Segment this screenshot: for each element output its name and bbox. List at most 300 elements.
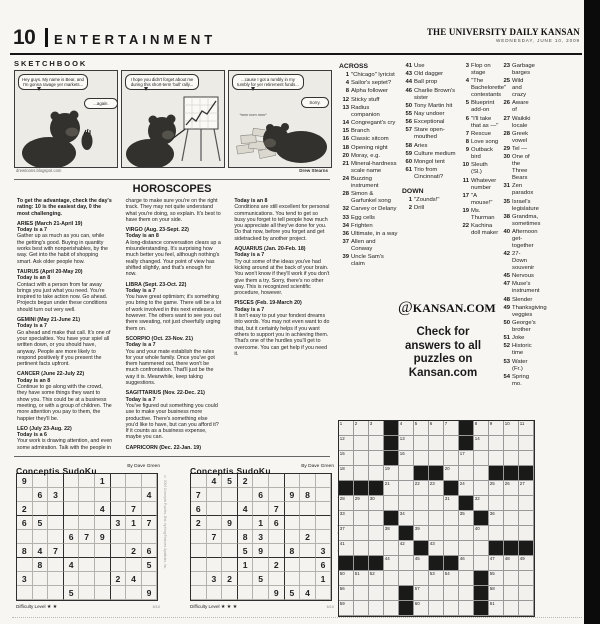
horoscope-text: It isn't easy to put your fondest dreams into words. You may not even want to do that, but it certainly helps if you want others to support you in achieving them. That's one of the hurdles you'll get to overcome. You can get help if you need it. — [234, 313, 330, 357]
sudoku-cell — [316, 530, 332, 544]
clue-text: Old dagger — [414, 71, 444, 78]
crossword-cell-number: 29 — [354, 496, 360, 502]
crossword-cell — [474, 421, 489, 436]
horoscope-rating: Today is a 7 — [17, 227, 47, 234]
clue-number: 21 — [342, 160, 349, 167]
crossword-cell — [444, 436, 459, 451]
crossword-black-cell — [384, 511, 399, 526]
crossword-clue — [402, 71, 459, 78]
sudoku-cell: 9 — [95, 530, 111, 544]
clue-number: 44 — [405, 79, 412, 86]
crossword-cell — [354, 571, 369, 586]
sudoku-cell: 3 — [48, 488, 64, 502]
clue-number: 60 — [405, 158, 412, 165]
promo-message: Check for answers to all puzzles on Kansan.com — [404, 326, 482, 379]
crossword-cell — [339, 586, 354, 601]
crossword-cell — [414, 586, 429, 601]
sudoku-issue-date: 6/10 — [152, 605, 160, 609]
crossword-cell — [444, 526, 459, 541]
crossword-cell-number: 50 — [339, 571, 345, 577]
kansan-logo: @KANSAN.COM — [398, 299, 496, 316]
comic-panel-3 — [228, 70, 332, 168]
sudoku-cell: 4 — [207, 474, 223, 488]
crossword-clue — [402, 205, 459, 212]
crossword-cell — [339, 466, 354, 481]
sudoku-difficulty-label: Difficulty Level — [190, 604, 220, 609]
crossword-cell-number: 31 — [444, 496, 450, 502]
sudoku-cell — [48, 558, 64, 572]
crossword-cell — [474, 436, 489, 451]
crossword-black-cell — [399, 601, 414, 616]
crossword-cell — [369, 526, 384, 541]
crossword-cell — [504, 511, 519, 526]
clue-text: Carvey or Delany — [351, 206, 397, 213]
horoscope-entry — [17, 371, 113, 421]
crossword-black-cell — [414, 466, 429, 481]
sudoku-cell — [222, 488, 238, 502]
sudoku-cell: 5 — [33, 516, 49, 530]
crossword-cell — [369, 541, 384, 556]
sudoku-cell — [316, 586, 332, 600]
sudoku-cell: 5 — [222, 474, 238, 488]
sudoku-cell — [95, 488, 111, 502]
clue-text: Simon & Garfunkel song — [351, 191, 391, 205]
sudoku-cell — [17, 558, 33, 572]
horoscope-text: You and your mate establish the rules for your whole family. Once you've got them hammered out, there won't be much confrontation. That'll just be the way it is. Meanwhile, keep taking suggestions. — [125, 348, 215, 387]
clue-text: "Chicago" lyricist — [351, 72, 395, 78]
clue-text: Stare open-mouthed — [414, 127, 445, 141]
clue-number: 17 — [462, 192, 469, 199]
crossword-clue — [402, 103, 459, 110]
clue-number: 11 — [462, 177, 469, 184]
clue-number: 61 — [405, 167, 412, 174]
crossword-black-cell — [354, 556, 369, 571]
crossword-black-cell — [504, 541, 519, 556]
crossword-cell-number: 20 — [444, 466, 450, 472]
crossword-cell-number: 12 — [339, 436, 345, 442]
crossword-cell-number: 49 — [519, 556, 525, 562]
sudoku-cell — [316, 488, 332, 502]
crossword-cell-number: 39 — [414, 526, 420, 532]
crossword-cell — [489, 601, 504, 616]
clue-text: Congregant's cry — [351, 119, 396, 126]
crossword-cell-number: 13 — [399, 436, 405, 442]
crossword-clue — [500, 251, 534, 272]
clue-text: Ms. Thurman — [471, 207, 495, 221]
clue-text: Spring mo. — [512, 373, 530, 387]
crossword-cell-number: 19 — [384, 466, 390, 472]
sudoku-puzzle-2 — [190, 461, 336, 610]
crossword-cell — [414, 481, 429, 496]
clue-number: 10 — [462, 162, 469, 169]
horoscope-sign: CANCER (June 22-July 22) — [17, 371, 85, 378]
clue-text: Sleuth (Sl.) — [471, 162, 488, 176]
crossword-black-cell — [519, 541, 534, 556]
crossword-cell — [444, 571, 459, 586]
sudoku-cell — [191, 558, 207, 572]
crossword-cell — [399, 436, 414, 451]
sudoku-cell: 3 — [316, 544, 332, 558]
crossword-clue — [500, 359, 534, 373]
crossword-cell — [504, 436, 519, 451]
clue-number: 48 — [503, 296, 510, 303]
sudoku-cell — [300, 572, 316, 586]
horoscope-sign: ARIES (March 21-April 19) — [17, 220, 83, 227]
sudoku-cell — [238, 516, 254, 530]
crossword-cell — [489, 571, 504, 586]
horoscope-rating: Today is a 6 — [17, 432, 47, 439]
crossword-clue — [402, 88, 459, 102]
clue-number: 18 — [342, 144, 349, 151]
crossword-clues-column-4 — [500, 63, 547, 389]
horoscope-entry — [126, 390, 222, 440]
crossword-black-cell — [504, 466, 519, 481]
sudoku-cell: 8 — [33, 558, 49, 572]
sudoku-cell — [207, 488, 223, 502]
crossword-clue — [459, 223, 499, 237]
sudoku-cell: 2 — [269, 558, 285, 572]
horoscope-rating: Today is an 8 — [125, 233, 159, 240]
sudoku-cell — [33, 530, 49, 544]
sudoku-cell — [79, 558, 95, 572]
clue-text: Aries — [414, 142, 428, 149]
crossword-cell — [489, 511, 504, 526]
crossword-cell — [354, 436, 369, 451]
crossword-cell — [489, 481, 504, 496]
clue-text: Ball prop — [414, 79, 438, 86]
crossword-cell — [384, 541, 399, 556]
clue-number: 55 — [405, 110, 412, 117]
clue-number: 23 — [503, 63, 510, 69]
crossword-clue — [339, 206, 398, 213]
crossword-cell-number: 43 — [429, 541, 435, 547]
crossword-cell — [354, 511, 369, 526]
crossword-cell — [369, 421, 384, 436]
crossword-cell-number: 26 — [504, 481, 510, 487]
sudoku-cell: 6 — [191, 502, 207, 516]
clue-number: 3 — [465, 63, 469, 69]
sudoku-cell: 7 — [79, 530, 95, 544]
clue-number: 57 — [405, 127, 412, 134]
clue-number: 49 — [503, 304, 510, 311]
clue-text: Garbage barges — [512, 63, 535, 76]
crossword-cell-number: 52 — [369, 571, 375, 577]
crossword-clue — [500, 100, 534, 114]
sudoku-cell — [33, 586, 49, 600]
sudoku-cell — [285, 474, 301, 488]
crossword-cell — [444, 496, 459, 511]
sudoku-cell — [17, 530, 33, 544]
horoscope-entry — [17, 317, 113, 367]
speech-bubble: ...cause I got a rumbly in my tumbly for yer retirement funds... — [232, 74, 304, 90]
sudoku-cell — [191, 586, 207, 600]
crossword-cell-number: 59 — [339, 601, 345, 607]
sudoku-cell — [142, 530, 158, 544]
comic-panel-2 — [121, 70, 225, 168]
horoscope-text: You've figured out something you could use to make your business more productive. There's something else you'd like to have, but can you afford it? If it counts as a business expense, maybe you can. — [125, 402, 219, 441]
sudoku-cell — [191, 474, 207, 488]
sudoku-cell — [126, 586, 142, 600]
horoscope-entry — [234, 300, 330, 357]
crossword-clue — [402, 197, 459, 204]
sudoku-cell — [207, 516, 223, 530]
crossword-black-cell — [519, 466, 534, 481]
crossword-clue — [500, 320, 534, 334]
sudoku-cell: 7 — [142, 516, 158, 530]
clue-text: Flop on stage — [471, 63, 491, 76]
crossword-black-cell — [459, 496, 474, 511]
sudoku-cell: 6 — [316, 558, 332, 572]
sudoku-cell — [17, 488, 33, 502]
clue-text: Muse's instrument — [512, 281, 540, 295]
clue-number: 32 — [342, 206, 349, 213]
clue-number: 50 — [503, 320, 510, 326]
crossword-cell — [399, 511, 414, 526]
sudoku-cell: 7 — [126, 502, 142, 516]
sudoku-cell: 8 — [238, 530, 254, 544]
crossword-cell-number: 3 — [369, 421, 373, 427]
clue-number: 27 — [503, 115, 510, 122]
crossword-cell — [474, 526, 489, 541]
clue-number: 4 — [345, 80, 349, 87]
crossword-clue — [339, 223, 398, 230]
clue-text: Historic time — [512, 343, 532, 357]
header-rule — [10, 53, 582, 55]
clue-text: Alpha follower — [351, 88, 389, 95]
crossword-clue — [339, 136, 398, 143]
crossword-clue — [339, 215, 398, 222]
crossword-cell — [399, 421, 414, 436]
sudoku-cell — [111, 530, 127, 544]
clue-text: Sailor's septet? — [351, 80, 392, 87]
horoscope-sign: GEMINI (May 21-June 21) — [17, 317, 80, 324]
sudoku-cell — [253, 502, 269, 516]
sudoku-cell: 5 — [142, 558, 158, 572]
comic-credit-site: drewtoons.blogspot.com — [16, 168, 62, 173]
crossword-cell — [384, 586, 399, 601]
crossword-cell — [444, 601, 459, 616]
horoscope-sign: PISCES (Feb. 19-March 20) — [234, 300, 302, 307]
sudoku-cell — [79, 502, 95, 516]
sudoku-cell: 2 — [222, 572, 238, 586]
crossword-cell-number: 2 — [354, 421, 358, 427]
sudoku-cell: 6 — [253, 488, 269, 502]
section-divider — [14, 456, 330, 457]
sudoku-cell — [111, 586, 127, 600]
crossword-cell — [399, 466, 414, 481]
clue-text: One of the Three Bears — [512, 154, 530, 182]
clue-text: Whatever number — [471, 177, 497, 191]
clue-text: Outback bird — [471, 147, 493, 161]
crossword-cell-number: 61 — [489, 601, 495, 607]
crossword-cell — [519, 421, 534, 436]
clue-text: Tel — — [512, 145, 528, 152]
sudoku-cell — [191, 544, 207, 558]
crossword-cell-number: 44 — [384, 556, 390, 562]
clue-number: 6 — [465, 115, 469, 122]
crossword-cell — [519, 586, 534, 601]
sudoku-grid-2 — [190, 473, 332, 601]
clue-text: Opening night — [351, 144, 388, 151]
clue-number: 59 — [405, 150, 412, 157]
sudoku-cell — [48, 530, 64, 544]
horoscope-rating: Today is an 8 — [234, 198, 268, 204]
horoscope-sign: LEO (July 23-Aug. 22) — [17, 425, 72, 432]
crossword-cell-number: 37 — [339, 526, 345, 532]
crossword-clue — [339, 145, 398, 152]
crossword-clue — [500, 146, 534, 153]
crossword-cell-number: 42 — [399, 541, 405, 547]
sudoku-cell — [316, 502, 332, 516]
horoscope-sign: TAURUS (April 20-May 20) — [17, 268, 83, 275]
clue-number: 46 — [405, 87, 412, 94]
horoscope-rating: Today is a 7 — [125, 287, 156, 294]
sudoku-cell — [33, 474, 49, 488]
crossword-black-cell — [474, 511, 489, 526]
sudoku-cell: 1 — [253, 516, 269, 530]
crossword-cell-number: 16 — [399, 451, 405, 457]
sudoku-cell — [269, 544, 285, 558]
crossword-cell — [504, 451, 519, 466]
clue-number: 16 — [342, 136, 349, 143]
crossword-cell — [429, 481, 444, 496]
clue-number: 53 — [503, 358, 510, 365]
crossword-cell — [384, 571, 399, 586]
crossword-cell — [459, 481, 474, 496]
crossword-cell — [519, 436, 534, 451]
sudoku-cell: 6 — [33, 488, 49, 502]
crossword-cell-number: 47 — [489, 556, 495, 562]
horoscope-text: Conditions are still excellent for personal communications. You tend to get so busy you forget to tell people how much you appreciate all they've done for you. Do that now, before you forget and get sidetracked by another project. — [234, 204, 330, 242]
crossword-cell — [459, 541, 474, 556]
issue-date: WEDNESDAY, JUNE 10, 2009 — [496, 38, 580, 43]
crossword-cell — [474, 466, 489, 481]
sudoku-cell — [33, 572, 49, 586]
sudoku-cell: 7 — [269, 502, 285, 516]
clue-number: 40 — [503, 228, 510, 235]
clue-text: Nervous — [512, 273, 534, 280]
sudoku-cell — [222, 586, 238, 600]
clue-number: 25 — [503, 78, 510, 85]
crossword-cell-number: 5 — [414, 421, 418, 427]
crossword-cell-number: 7 — [444, 421, 448, 427]
sudoku-cell — [285, 502, 301, 516]
sudoku-cell — [79, 586, 95, 600]
crossword-cell — [459, 571, 474, 586]
crossword-clue — [339, 80, 398, 87]
clue-text: Afternoon get-together — [512, 228, 538, 249]
sudoku-cell: 7 — [48, 544, 64, 558]
across-header: ACROSS — [339, 63, 369, 70]
clue-text: Greek vowel — [512, 130, 529, 144]
crossword-clue — [402, 167, 459, 181]
crossword-cell — [519, 526, 534, 541]
sudoku-cell: 3 — [253, 530, 269, 544]
clue-number: 26 — [503, 100, 510, 107]
crossword-cell — [474, 556, 489, 571]
crossword-cell — [414, 496, 429, 511]
crossword-cell — [444, 451, 459, 466]
crossword-cell-number: 6 — [429, 421, 433, 427]
crossword-clue — [402, 63, 459, 70]
crossword-black-cell — [474, 571, 489, 586]
clue-number: 29 — [503, 145, 510, 152]
crossword-clue — [459, 139, 499, 146]
clue-text: Drill — [414, 205, 425, 212]
crossword-cell — [504, 556, 519, 571]
sudoku-cell: 9 — [17, 474, 33, 488]
crossword-cell — [384, 496, 399, 511]
sudoku-cell — [191, 572, 207, 586]
crossword-cell — [369, 451, 384, 466]
horoscope-entry — [17, 269, 113, 313]
clue-text: Aware of — [512, 100, 529, 114]
sudoku-cell: 7 — [191, 488, 207, 502]
sudoku-cell — [48, 516, 64, 530]
crossword-black-cell — [369, 556, 384, 571]
crossword-cell — [414, 511, 429, 526]
clue-text: 27-Down souvenir — [512, 251, 535, 272]
horoscope-entry — [126, 227, 222, 277]
crossword-cell-number: 22 — [414, 481, 420, 487]
horoscope-sign: LIBRA (Sept. 23-Oct. 22) — [125, 281, 187, 288]
horoscope-text: Gather up as much as you can, while the getting's good. Buying in quantity works best with nonperishables, by the way. Get into the habit of shopping smart. Ask older people how. — [17, 233, 108, 265]
crossword-cell — [504, 571, 519, 586]
crossword-clue — [459, 178, 499, 192]
crossword-cell-number: 48 — [504, 556, 510, 562]
sudoku-cell: 4 — [142, 488, 158, 502]
clue-text: Buzzing instrument — [351, 176, 379, 190]
horoscope-rating: Today is a 7 — [234, 306, 265, 313]
clue-number: 28 — [342, 191, 349, 198]
sudoku-cell: 5 — [238, 544, 254, 558]
sudoku-cell: 4 — [95, 502, 111, 516]
crossword-clue — [459, 193, 499, 207]
sudoku-cell — [253, 586, 269, 600]
crossword-cell — [444, 421, 459, 436]
crossword-black-cell — [384, 451, 399, 466]
crossword-black-cell — [384, 421, 399, 436]
sudoku-cell — [126, 558, 142, 572]
sudoku-cell — [111, 544, 127, 558]
crossword-cell — [339, 511, 354, 526]
clue-text: "The Bachelorette" contestants — [471, 78, 507, 99]
clue-number: 20 — [342, 152, 349, 159]
clue-number: 58 — [405, 142, 412, 149]
sudoku-cell: 6 — [17, 516, 33, 530]
clue-number: 35 — [503, 198, 510, 205]
horoscope-entry — [126, 282, 222, 332]
horoscope-entry — [234, 246, 330, 296]
crossword-cell — [519, 571, 534, 586]
sudoku-cell — [64, 474, 80, 488]
sudoku-cell — [33, 502, 49, 516]
crossword-cell — [429, 451, 444, 466]
crossword-cell — [519, 481, 534, 496]
crossword-cell — [354, 496, 369, 511]
crossword-cell — [384, 466, 399, 481]
clue-text: Radius companion — [351, 104, 380, 118]
crossword-cell — [489, 586, 504, 601]
sudoku-cell — [79, 544, 95, 558]
horoscope-text: You have great optimism; it's something you bring to the game. There will be a lot of work involved in this next endeavor, however. The others want to see you out there sweating, not just cheerfully urging them on. — [125, 294, 222, 332]
sudoku-cell: 2 — [111, 572, 127, 586]
crossword-cell — [399, 481, 414, 496]
crossword-cell — [414, 556, 429, 571]
crossword-cell-number: 30 — [369, 496, 375, 502]
crossword-clue — [500, 297, 534, 304]
crossword-cell-number: 9 — [489, 421, 493, 427]
